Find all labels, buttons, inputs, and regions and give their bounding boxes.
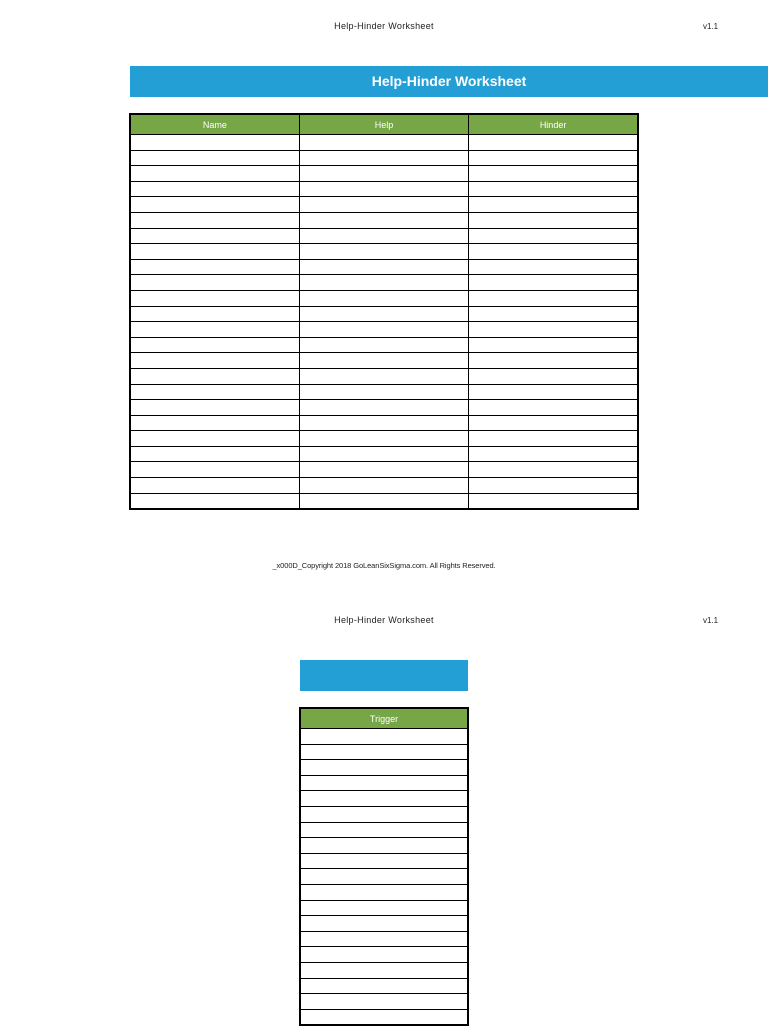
table-row (300, 744, 468, 760)
table-cell[interactable] (469, 415, 638, 431)
table-cell[interactable] (469, 353, 638, 369)
table-cell[interactable] (130, 368, 299, 384)
table-cell[interactable] (299, 290, 468, 306)
column-header-help: Help (299, 114, 468, 135)
table-cell[interactable] (469, 290, 638, 306)
table-cell[interactable] (469, 212, 638, 228)
table-cell[interactable] (299, 368, 468, 384)
table-cell[interactable] (130, 290, 299, 306)
table-row (300, 947, 468, 963)
table-row (300, 978, 468, 994)
table-row (130, 478, 638, 494)
column-header-name: Name (130, 114, 299, 135)
table-row (130, 212, 638, 228)
table-row (130, 259, 638, 275)
table-row (130, 290, 638, 306)
table-cell[interactable] (300, 791, 468, 807)
table-row (300, 869, 468, 885)
table-row (130, 462, 638, 478)
table-cell[interactable] (130, 400, 299, 416)
table-cell[interactable] (130, 150, 299, 166)
table-row (300, 1009, 468, 1025)
table-cell[interactable] (299, 306, 468, 322)
table-cell[interactable] (469, 446, 638, 462)
table-cell[interactable] (130, 431, 299, 447)
table-cell[interactable] (130, 462, 299, 478)
table-cell[interactable] (300, 1009, 468, 1025)
table-row (130, 244, 638, 260)
table-cell[interactable] (299, 431, 468, 447)
table-cell[interactable] (130, 244, 299, 260)
table-header-row (300, 708, 468, 729)
table-cell[interactable] (299, 150, 468, 166)
table-cell[interactable] (469, 337, 638, 353)
table-cell[interactable] (300, 869, 468, 885)
table-cell[interactable] (299, 462, 468, 478)
trigger-table (299, 707, 469, 1026)
table-cell[interactable] (299, 212, 468, 228)
table-row (130, 228, 638, 244)
table-row (300, 791, 468, 807)
table-row (130, 384, 638, 400)
table-cell[interactable] (130, 446, 299, 462)
table-cell[interactable] (300, 822, 468, 838)
table-row (300, 838, 468, 854)
worksheet-banner: Help-Hinder Worksheet (130, 66, 768, 97)
table-cell[interactable] (300, 978, 468, 994)
table-cell[interactable] (300, 775, 468, 791)
table-cell[interactable] (469, 244, 638, 260)
table-cell[interactable] (299, 181, 468, 197)
table-cell[interactable] (130, 353, 299, 369)
table-row (300, 884, 468, 900)
table-cell[interactable] (130, 228, 299, 244)
column-header-hinder: Hinder (469, 114, 638, 135)
table-cell[interactable] (300, 994, 468, 1010)
table-row (130, 431, 638, 447)
table-cell[interactable] (299, 446, 468, 462)
table-row (300, 729, 468, 745)
table-cell[interactable] (469, 135, 638, 151)
table-row (130, 197, 638, 213)
table-row (300, 994, 468, 1010)
table-row (300, 822, 468, 838)
table-cell[interactable] (469, 493, 638, 509)
table-cell[interactable] (469, 384, 638, 400)
table-row (300, 760, 468, 776)
table-cell[interactable] (299, 228, 468, 244)
table-row (300, 962, 468, 978)
table-cell[interactable] (299, 353, 468, 369)
page-version-2: v1.1 (703, 616, 719, 625)
table-row (130, 493, 638, 509)
table-row (130, 135, 638, 151)
page-header-title-2: Help-Hinder Worksheet (334, 615, 434, 625)
table-cell[interactable] (299, 478, 468, 494)
table-cell[interactable] (299, 275, 468, 291)
copyright-notice: _x000D_Copyright 2018 GoLeanSixSigma.com. All Rights Reserved. (272, 561, 496, 570)
table-cell[interactable] (299, 493, 468, 509)
table-cell[interactable] (300, 838, 468, 854)
table-cell[interactable] (469, 150, 638, 166)
table-cell[interactable] (299, 337, 468, 353)
table-cell[interactable] (130, 493, 299, 509)
table-row (300, 900, 468, 916)
table-cell[interactable] (130, 306, 299, 322)
table-cell[interactable] (299, 135, 468, 151)
table-cell[interactable] (299, 244, 468, 260)
table-cell[interactable] (469, 306, 638, 322)
table-cell[interactable] (299, 166, 468, 182)
table-row (130, 181, 638, 197)
table-row (130, 353, 638, 369)
table-cell[interactable] (300, 744, 468, 760)
table-row (130, 446, 638, 462)
table-cell[interactable] (469, 431, 638, 447)
table-cell[interactable] (469, 228, 638, 244)
table-row (300, 806, 468, 822)
page-version: v1.1 (703, 22, 719, 31)
table-cell[interactable] (299, 384, 468, 400)
table-row (130, 368, 638, 384)
table-cell[interactable] (130, 181, 299, 197)
table-row (300, 916, 468, 932)
table-cell[interactable] (299, 322, 468, 338)
table-row (130, 306, 638, 322)
table-row (130, 166, 638, 182)
table-cell[interactable] (130, 337, 299, 353)
table-row (130, 337, 638, 353)
table-cell[interactable] (469, 478, 638, 494)
table-cell[interactable] (300, 853, 468, 869)
table-cell[interactable] (469, 462, 638, 478)
table-row (130, 150, 638, 166)
table-cell[interactable] (469, 275, 638, 291)
table-cell[interactable] (299, 415, 468, 431)
table-cell[interactable] (300, 916, 468, 932)
table-cell[interactable] (130, 322, 299, 338)
help-hinder-table (129, 113, 639, 510)
table-cell[interactable] (130, 415, 299, 431)
table-cell[interactable] (469, 368, 638, 384)
table-cell[interactable] (469, 400, 638, 416)
table-cell[interactable] (130, 259, 299, 275)
worksheet-banner-2 (300, 660, 468, 691)
table-cell[interactable] (130, 212, 299, 228)
table-cell[interactable] (299, 197, 468, 213)
table-row (300, 931, 468, 947)
table-cell[interactable] (130, 166, 299, 182)
table-cell[interactable] (130, 197, 299, 213)
page-header-title: Help-Hinder Worksheet (334, 21, 434, 31)
table-row (130, 275, 638, 291)
table-cell[interactable] (469, 197, 638, 213)
table-cell[interactable] (299, 400, 468, 416)
column-header-trigger: Trigger (300, 708, 468, 729)
table-cell[interactable] (469, 166, 638, 182)
table-cell[interactable] (300, 729, 468, 745)
table-cell[interactable] (469, 259, 638, 275)
table-cell[interactable] (300, 962, 468, 978)
table-cell[interactable] (130, 135, 299, 151)
table-cell[interactable] (300, 760, 468, 776)
table-cell[interactable] (300, 947, 468, 963)
table-cell[interactable] (300, 806, 468, 822)
table-cell[interactable] (299, 259, 468, 275)
table-header-row (130, 114, 638, 135)
table-row (130, 415, 638, 431)
table-cell[interactable] (300, 931, 468, 947)
table-cell[interactable] (130, 384, 299, 400)
table-cell[interactable] (300, 884, 468, 900)
table-row (130, 400, 638, 416)
table-row (130, 322, 638, 338)
table-cell[interactable] (469, 181, 638, 197)
table-cell[interactable] (130, 478, 299, 494)
table-cell[interactable] (469, 322, 638, 338)
table-row (300, 775, 468, 791)
table-row (300, 853, 468, 869)
table-cell[interactable] (300, 900, 468, 916)
table-cell[interactable] (130, 275, 299, 291)
